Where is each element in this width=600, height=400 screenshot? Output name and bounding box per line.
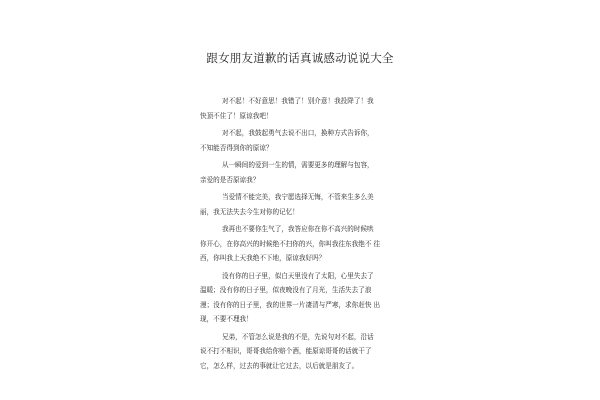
paragraph-line: 对不起！不好意思！我错了！别介意！我投降了！我 — [222, 97, 374, 105]
paragraph-line: 它，怎么样，过去的事就让它过去，以后就是朋友了。 — [200, 361, 359, 370]
paragraph-line: 当爱情不能完美，我宁愿选择无悔，不管来生多么美 — [222, 193, 374, 201]
paragraph — [200, 330, 382, 374]
paragraph — [200, 94, 382, 123]
paragraph-line: 现，不要不理我！ — [200, 315, 253, 323]
paragraph-line: 对不起，我鼓起勇气去说不出口，换种方式告诉你， — [222, 129, 374, 137]
document-body — [200, 94, 382, 376]
paragraph-line: 不知能否得到你的原谅？ — [200, 143, 273, 152]
paragraph-line: 温暖；没有你的日子里，似夜晚没有了月光，生活失去了浪 — [200, 286, 372, 294]
paragraph — [200, 222, 382, 266]
document-title: 跟女朋友道歉的话真诚感动说说大全 — [206, 51, 394, 65]
paragraph — [200, 269, 382, 327]
paragraph-line: 丽，我无法失去今生对你的记忆！ — [200, 207, 299, 216]
paragraph-line: 兄弟，不管怎么说是我的不是，先说句对不起，沿话 — [222, 332, 374, 341]
paragraph-line: 亲爱的是否原谅我？ — [200, 175, 260, 184]
paragraph-line: 你开心，在你高兴的时候绝不扫你的兴，你叫我往东我绝不 往 — [200, 239, 381, 248]
paragraph — [200, 158, 382, 187]
paragraph-line: 快顶不住了！原谅我吧！ — [200, 111, 273, 120]
paragraph — [200, 126, 382, 155]
paragraph-line: 说不打不相识，哥哥我给你赔个酒，能原谅哥哥的话就干了 — [200, 347, 372, 355]
paragraph-line: 西，你叫我上天我绝不下地，原谅我好吗？ — [200, 254, 326, 262]
paragraph-line: 漫；没有你的日子里，我的世界一片凄清与严寒，求你赶快 出 — [200, 300, 381, 309]
paragraph — [200, 190, 382, 219]
paragraph-line: 我再也不要你生气了，我答应你在你不高兴的时候哄 — [222, 225, 374, 233]
paragraph-line: 从一瞬间的爱到一生的情，需要更多的理解与包容， — [222, 161, 374, 169]
paragraph-line: 没有你的日子里，似白天里没有了太阳，心里失去了 — [222, 271, 374, 280]
